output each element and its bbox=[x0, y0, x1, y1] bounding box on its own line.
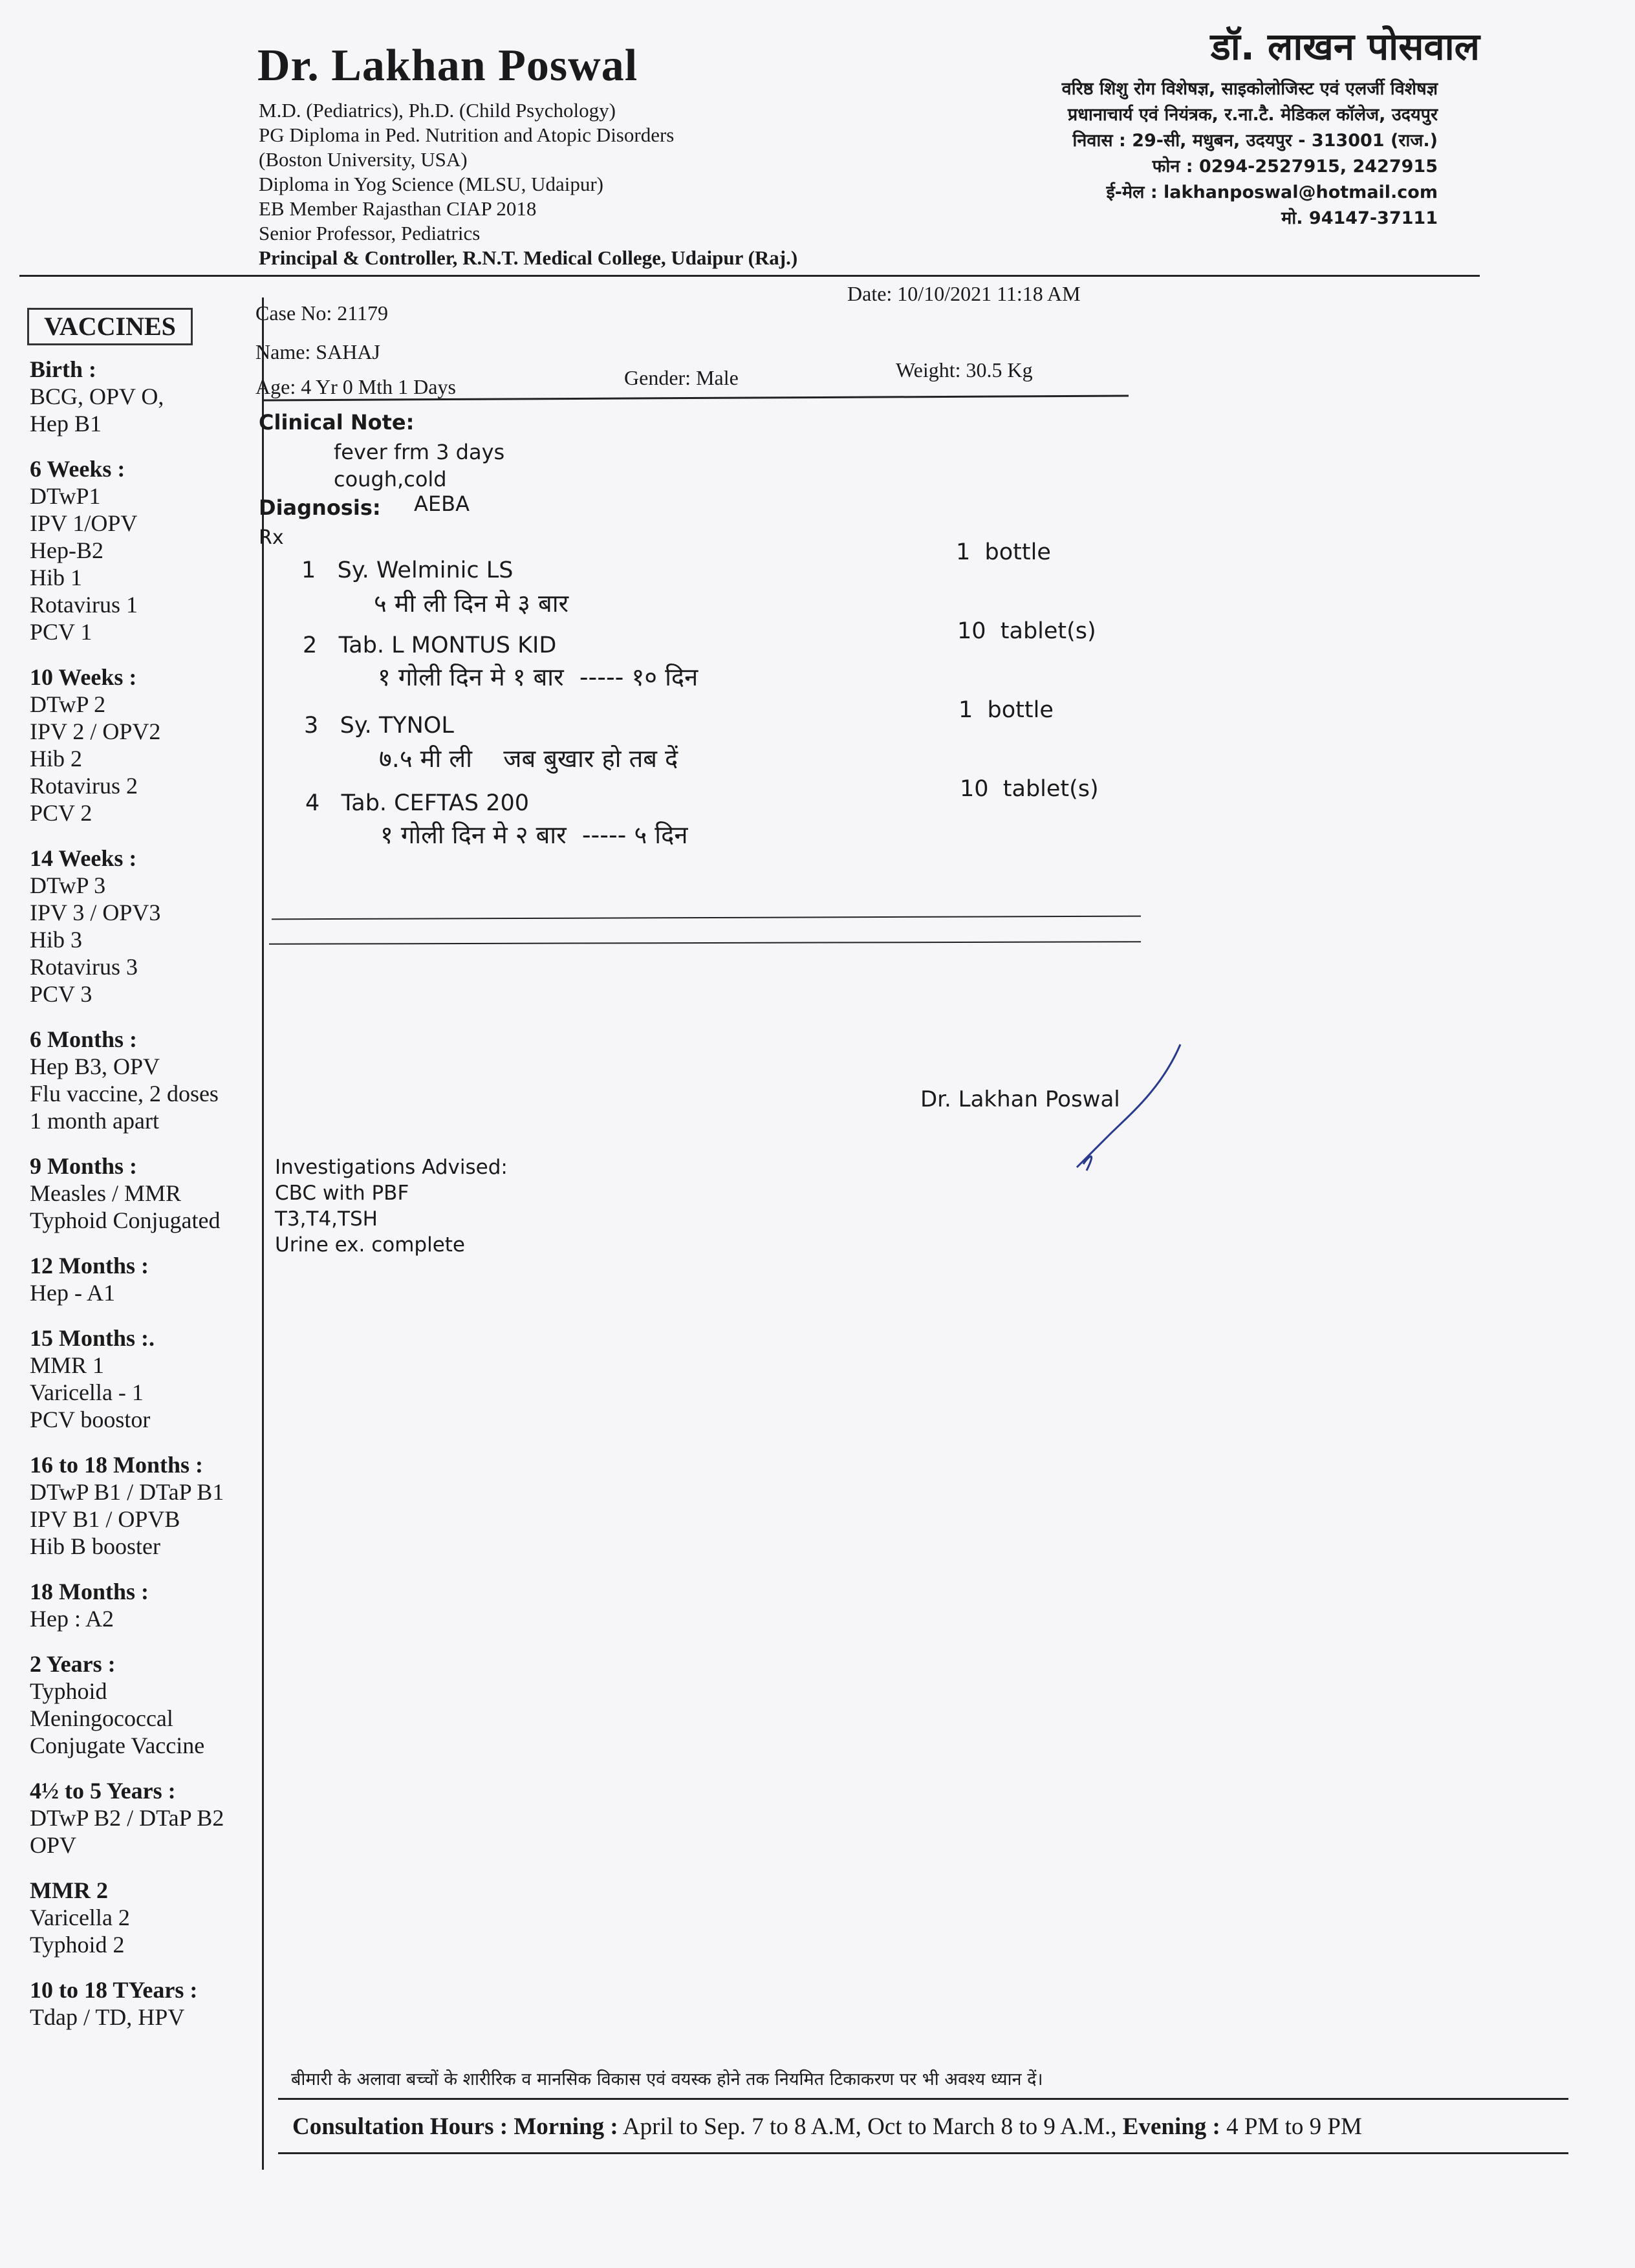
vaccine-item: PCV 3 bbox=[30, 981, 92, 1007]
evening-label: Evening : bbox=[1122, 2113, 1220, 2140]
vaccine-group bbox=[30, 1578, 269, 1632]
header-divider bbox=[19, 275, 1480, 277]
vaccine-group bbox=[30, 1976, 269, 2031]
footer-advisory: बीमारी के अलावा बच्चों के शारीरिक व मानसिक विकास एवं वयस्क होने तक नियमित टिकाकरण पर भी अवश्य ध्यान दें। bbox=[291, 2069, 1043, 2090]
vaccine-group-heading: 6 Months : bbox=[30, 1026, 138, 1052]
footer-divider bbox=[278, 2098, 1568, 2100]
vaccine-item: Hep B1 bbox=[30, 411, 102, 437]
prescription-number: 3 bbox=[304, 713, 319, 739]
diagnosis-value: AEBA bbox=[414, 491, 470, 516]
vaccine-group bbox=[30, 455, 269, 645]
dosage-instruction: ५ मी ली दिन मे ३ बार bbox=[374, 589, 569, 618]
qualification-line: Senior Professor, Pediatrics bbox=[259, 222, 481, 244]
prescription-number: 4 bbox=[305, 790, 320, 816]
vaccine-item: 1 month apart bbox=[30, 1108, 159, 1134]
qualifications bbox=[259, 98, 797, 270]
vaccine-group bbox=[30, 845, 269, 1008]
medicine-quantity: 10 tablet(s) bbox=[960, 776, 1099, 802]
visit-date: Date: 10/10/2021 11:18 AM bbox=[847, 282, 1081, 305]
medicine-quantity: 10 tablet(s) bbox=[957, 618, 1096, 644]
vaccine-group-heading: 12 Months : bbox=[30, 1253, 149, 1279]
qualification-line: PG Diploma in Ped. Nutrition and Atopic Disorders bbox=[259, 124, 675, 146]
vaccine-item: Hep - A1 bbox=[30, 1280, 115, 1306]
vaccine-schedule bbox=[30, 356, 269, 2049]
evening-hours: 4 PM to 9 PM bbox=[1226, 2113, 1362, 2140]
vaccine-group-heading: 18 Months : bbox=[30, 1579, 149, 1604]
vaccine-item: Hep : A2 bbox=[30, 1606, 114, 1632]
vaccine-group bbox=[30, 1877, 269, 1958]
patient-gender: Gender: Male bbox=[624, 366, 739, 389]
prescription-item bbox=[303, 632, 556, 658]
morning-hours: April to Sep. 7 to 8 A.M, Oct to March 8 to 9 A.M., bbox=[622, 2113, 1117, 2140]
vaccine-item: Varicella 2 bbox=[30, 1905, 130, 1930]
prescription-number: 1 bbox=[301, 557, 316, 583]
investigation-item: Urine ex. complete bbox=[275, 1233, 466, 1257]
vaccine-item: IPV B1 / OPVB bbox=[30, 1506, 180, 1532]
vaccine-item: Typhoid bbox=[30, 1678, 107, 1704]
medicine-name: Sy. Welminic LS bbox=[337, 557, 514, 583]
prescription-number: 2 bbox=[303, 632, 318, 658]
prescription-end-divider bbox=[269, 941, 1141, 945]
case-number: Case No: 21179 bbox=[255, 301, 389, 325]
investigation-item: CBC with PBF bbox=[275, 1182, 409, 1205]
vaccine-item: DTwP1 bbox=[30, 483, 101, 509]
vaccine-group-heading: 4½ to 5 Years : bbox=[30, 1778, 176, 1804]
vaccine-group bbox=[30, 1026, 269, 1134]
dosage-instruction: ७.५ मी ली जब बुखार हो तब दें bbox=[379, 744, 678, 773]
vaccine-item: Typhoid Conjugated bbox=[30, 1207, 221, 1233]
hindi-line: फोन : 0294-2527915, 2427915 bbox=[1152, 157, 1438, 177]
vaccine-group-heading: 15 Months :. bbox=[30, 1325, 155, 1351]
vaccine-item: OPV bbox=[30, 1832, 77, 1858]
vaccine-item: Rotavirus 1 bbox=[30, 592, 138, 618]
qualification-line: M.D. (Pediatrics), Ph.D. (Child Psychology) bbox=[259, 99, 616, 122]
vaccine-group-heading: Birth : bbox=[30, 356, 96, 382]
vaccine-item: Tdap / TD, HPV bbox=[30, 2004, 185, 2030]
vaccines-title: VACCINES bbox=[27, 308, 193, 345]
vaccine-item: PCV boostor bbox=[30, 1407, 151, 1432]
prescription-item bbox=[301, 557, 514, 583]
qualification-line: (Boston University, USA) bbox=[259, 148, 468, 171]
vaccine-group-heading: 9 Months : bbox=[30, 1153, 138, 1179]
qualification-line: Diploma in Yog Science (MLSU, Udaipur) bbox=[259, 173, 603, 195]
vaccine-item: IPV 3 / OPV3 bbox=[30, 900, 161, 925]
clinical-note-line: cough,cold bbox=[334, 467, 447, 491]
vaccine-group-heading: 2 Years : bbox=[30, 1651, 116, 1677]
footer-bottom-divider bbox=[278, 2152, 1568, 2154]
prescription-item bbox=[304, 713, 454, 739]
vaccine-group bbox=[30, 1451, 269, 1560]
vaccine-group-heading: 6 Weeks : bbox=[30, 456, 125, 482]
vaccine-item: Rotavirus 2 bbox=[30, 773, 138, 799]
vaccine-item: Hep-B2 bbox=[30, 537, 103, 563]
vaccine-item: PCV 1 bbox=[30, 619, 92, 645]
vaccine-group bbox=[30, 664, 269, 826]
vaccine-item: Conjugate Vaccine bbox=[30, 1733, 205, 1758]
patient-name: Name: SAHAJ bbox=[255, 340, 380, 363]
vaccine-item: Rotavirus 3 bbox=[30, 954, 138, 980]
vaccine-item: Meningococcal bbox=[30, 1705, 173, 1731]
dosage-instruction: १ गोली दिन मे २ बार ----- ५ दिन bbox=[380, 821, 688, 849]
vaccine-item: Hep B3, OPV bbox=[30, 1053, 160, 1079]
medicine-quantity: 1 bottle bbox=[956, 539, 1051, 565]
dosage-instruction: १ गोली दिन मे १ बार ----- १० दिन bbox=[378, 663, 698, 691]
vaccine-item: PCV 2 bbox=[30, 800, 92, 826]
medicine-name: Tab. L MONTUS KID bbox=[338, 632, 557, 658]
vaccine-item: IPV 1/OPV bbox=[30, 510, 138, 536]
hindi-line: वरिष्ठ शिशु रोग विशेषज्ञ, साइकोलोजिस्ट एवं एलर्जी विशेषज्ञ bbox=[1061, 79, 1438, 99]
morning-label: Morning : bbox=[514, 2113, 618, 2140]
vaccine-group bbox=[30, 1152, 269, 1234]
vaccine-item: Varicella - 1 bbox=[30, 1379, 144, 1405]
clinical-note-label: Clinical Note: bbox=[259, 410, 415, 435]
vaccine-item: Typhoid 2 bbox=[30, 1932, 125, 1958]
vaccine-item: BCG, OPV O, bbox=[30, 383, 164, 409]
vaccine-group-heading: 10 Weeks : bbox=[30, 664, 137, 690]
medicine-quantity: 1 bottle bbox=[958, 697, 1054, 723]
hindi-line: मो. 94147-37111 bbox=[1281, 208, 1438, 228]
investigations-label: Investigations Advised: bbox=[275, 1156, 508, 1179]
consult-label: Consultation Hours : bbox=[292, 2113, 508, 2140]
vaccine-group bbox=[30, 356, 269, 437]
patient-age: Age: 4 Yr 0 Mth 1 Days bbox=[255, 375, 456, 398]
diagnosis-label: Diagnosis: bbox=[259, 495, 381, 520]
vaccine-item: DTwP 2 bbox=[30, 691, 106, 717]
hindi-line: प्रधानाचार्य एवं नियंत्रक, र.ना.टै. मेडिकल कॉलेज, उदयपुर bbox=[1067, 105, 1438, 125]
vaccine-item: Hib B booster bbox=[30, 1533, 160, 1559]
hindi-line: ई-मेल : lakhanposwal@hotmail.com bbox=[1106, 182, 1438, 202]
vaccine-item: Hib 3 bbox=[30, 927, 82, 953]
vaccine-item: Hib 2 bbox=[30, 746, 82, 772]
handwritten-signature bbox=[1032, 1038, 1187, 1180]
investigations-advised bbox=[275, 1154, 508, 1258]
prescription-end-divider bbox=[272, 916, 1141, 920]
vaccine-group-heading: 14 Weeks : bbox=[30, 845, 137, 871]
medicine-name: Tab. CEFTAS 200 bbox=[341, 790, 529, 816]
signature-name: Dr. Lakhan Poswal bbox=[920, 1086, 1120, 1112]
hindi-doctor-name: डॉ. लाखन पोसवाल bbox=[1210, 25, 1480, 69]
vaccine-item: DTwP B1 / DTaP B1 bbox=[30, 1479, 224, 1505]
vaccine-group bbox=[30, 1650, 269, 1759]
patient-weight: Weight: 30.5 Kg bbox=[896, 358, 1033, 382]
prescription-item bbox=[305, 790, 529, 816]
vaccine-group-heading: MMR 2 bbox=[30, 1877, 108, 1903]
vaccine-group bbox=[30, 1252, 269, 1306]
investigation-item: T3,T4,TSH bbox=[275, 1207, 378, 1231]
vaccine-item: Flu vaccine, 2 doses bbox=[30, 1081, 219, 1107]
vaccine-item: Hib 1 bbox=[30, 565, 82, 590]
hindi-details bbox=[1062, 76, 1438, 232]
vaccine-item: MMR 1 bbox=[30, 1352, 105, 1378]
vaccine-group bbox=[30, 1324, 269, 1433]
clinical-notes bbox=[334, 438, 504, 493]
clinical-note-line: fever frm 3 days bbox=[334, 440, 505, 464]
position-line: Principal & Controller, R.N.T. Medical College, Udaipur (Raj.) bbox=[259, 246, 798, 269]
vaccine-item: Measles / MMR bbox=[30, 1180, 181, 1206]
vaccine-group bbox=[30, 1777, 269, 1859]
medicine-name: Sy. TYNOL bbox=[340, 713, 454, 739]
rx-label: Rx bbox=[259, 526, 284, 549]
consultation-hours bbox=[292, 2113, 1362, 2141]
vaccine-item: DTwP 3 bbox=[30, 872, 106, 898]
hindi-line: निवास : 29-सी, मधुबन, उदयपुर - 313001 (राज.) bbox=[1072, 131, 1438, 151]
doctor-name: Dr. Lakhan Poswal bbox=[257, 41, 638, 91]
vaccine-item: IPV 2 / OPV2 bbox=[30, 718, 161, 744]
vaccine-item: DTwP B2 / DTaP B2 bbox=[30, 1805, 224, 1831]
qualification-line: EB Member Rajasthan CIAP 2018 bbox=[259, 197, 537, 220]
vaccine-group-heading: 16 to 18 Months : bbox=[30, 1452, 203, 1478]
vaccine-group-heading: 10 to 18 TYears : bbox=[30, 1977, 198, 2003]
